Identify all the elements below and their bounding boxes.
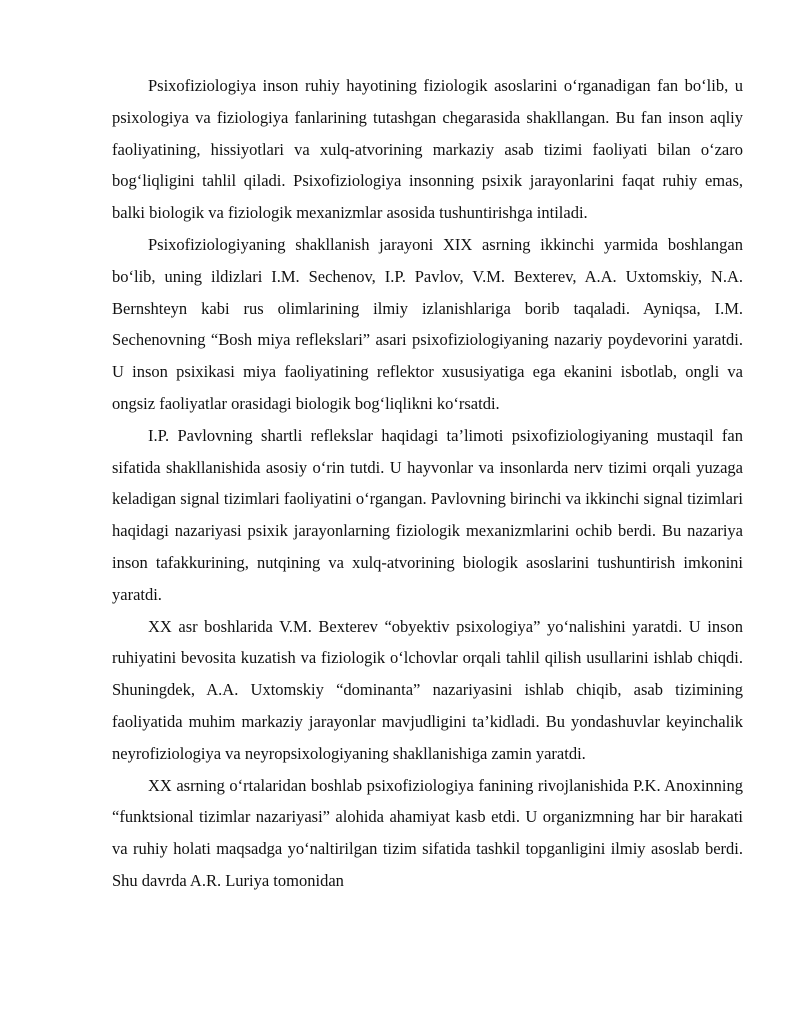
paragraph-2: Psixofiziologiyaning shakllanish jarayoni XIX asrning ikkinchi yarmida boshlangan bo‘lib, uning ildizlari I.M. Sechenov, I.P. Pavlov, V.M. Bexterev, A.A. Uxtomskiy, N.A. Bernshteyn kabi rus olimlarining ilmiy izlanishlariga borib taqaladi. Ayniqsa, I.M. Sechenovning “Bosh miya reflekslari” asari psixofiziologiyaning nazariy poydevorini yaratdi. U inson psixikasi miya faoliyatining reflektor xususiyatiga ega ekanini isbotlab, ongli va ongsiz faoliyatlar orasidagi biologik bog‘liqlikni ko‘rsatdi. — [112, 234, 743, 413]
document-body — [112, 70, 743, 897]
paragraph-3: I.P. Pavlovning shartli reflekslar haqidagi ta’limoti psixofiziologiyaning mustaqil fan sifatida shakllanishida asosiy o‘rin tutdi. U hayvonlar va insonlarda nerv tizimi orqali yuzaga keladigan signal tizimlari faoliyatini o‘rgangan. Pavlovning birinchi va ikkinchi signal tizimlari haqidagi nazariyasi psixik jarayonlarning fiziologik mexanizmlarini ochib berdi. Bu nazariya inson tafakkurining, nutqining va xulq-atvorining biologik asoslarini tushuntirish imkonini yaratdi. — [112, 425, 743, 604]
paragraph-5: XX asrning o‘rtalaridan boshlab psixofiziologiya fanining rivojlanishida P.K. Anoxinning “funktsional tizimlar nazariyasi” alohida ahamiyat kasb etdi. U organizmning har bir harakati va ruhiy holati maqsadga yo‘naltirilgan tizim sifatida tashkil topganligini ilmiy asoslab berdi. Shu davrda A.R. Luriya tomonidan — [112, 775, 743, 890]
paragraph-1: Psixofiziologiya inson ruhiy hayotining fiziologik asoslarini o‘rganadigan fan bo‘lib, u psixologiya va fiziologiya fanlarining tutashgan chegarasida shakllangan. Bu fan inson aqliy faoliyatining, hissiyotlari va xulq-atvorining markaziy asab tizimi faoliyati bilan o‘zaro bog‘liqligini tahlil qiladi. Psixofiziologiya insonning psixik jarayonlarini faqat ruhiy emas, balki biologik va fiziologik mexanizmlar asosida tushuntirishga intiladi. — [112, 76, 743, 223]
paragraph-4: XX asr boshlarida V.M. Bexterev “obyektiv psixologiya” yo‘nalishini yaratdi. U inson ruhiyatini bevosita kuzatish va fiziologik o‘lchovlar orqali tahlil qilish usullarini ishlab chiqdi. Shuningdek, A.A. Uxtomskiy “dominanta” nazariyasini ishlab chiqib, asab tizimining faoliyatida muhim markaziy jarayonlar mavjudligini ta’kidladi. Bu yondashuvlar keyinchalik neyrofiziologiya va neyropsixologiyaning shakllanishiga zamin yaratdi. — [112, 616, 743, 763]
